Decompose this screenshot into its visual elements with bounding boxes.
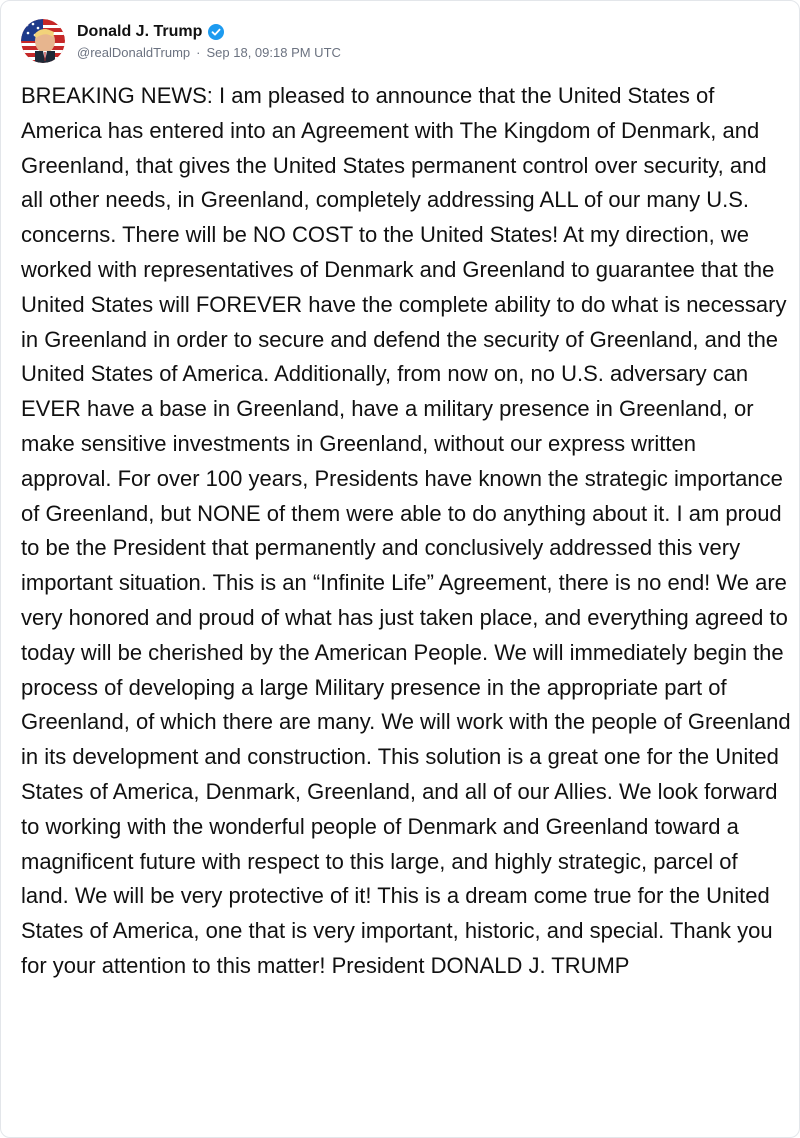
post-body-text: BREAKING NEWS: I am pleased to announce that the United States of America has entered into an Agreement with The Kingdom of Denmark, and Greenland, that gives the United States permanent control over security, and all other needs, in Greenland, completely addressing ALL of our many U.S. concerns. There will be NO COST to the United States! At my direction, we worked with representatives of Denmark and Greenland to guarantee that the United States will FOREVER have the complete ability to do what is necessary in Greenland in order to secure and defend the security of Greenland, and the United States of America. Additionally, from now on, no U.S. adversary can EVER have a base in Greenland, have a military presence in Greenland, or make sensitive investments in Greenland, without our express written approval. For over 100 years, Presidents have known the strategic importance of Greenland, but NONE of them were able to do anything about it. I am proud to be the President that permanently and conclusively addressed this very important situation. This is an “Infinite Life” Agreement, there is no end! We are very honored and proud of what has just taken place, and everything agreed to today will be cherished by the American People. We will immediately begin the process of developing a large Military presence in the appropriate part of Greenland, of which there are many. We will work with the people of Greenland in its development and construction. This solution is a great one for the United States of America, Denmark, Greenland, and all of our Allies. We look forward to working with the wonderful people of Denmark and Greenland toward a magnificent future with respect to this large, and highly strategic, parcel of land. We will be very protective of it! This is a dream come true for the United States of America, one that is very important, historic, and special. Thank you for your attention to this matter! President DONALD J. TRUMP: [21, 83, 791, 978]
verified-badge-icon: [208, 24, 224, 40]
avatar-image: [21, 19, 65, 63]
profile-avatar[interactable]: [21, 19, 65, 63]
post-timestamp[interactable]: Sep 18, 09:18 PM UTC: [206, 45, 341, 60]
author-display-name[interactable]: Donald J. Trump: [77, 22, 203, 40]
author-handle[interactable]: @realDonaldTrump: [77, 45, 191, 60]
author-meta: [77, 21, 341, 62]
author-name-row: [77, 21, 341, 43]
author-sub-row: [77, 44, 341, 62]
meta-separator: ·: [196, 45, 201, 60]
post-header: [21, 17, 779, 65]
